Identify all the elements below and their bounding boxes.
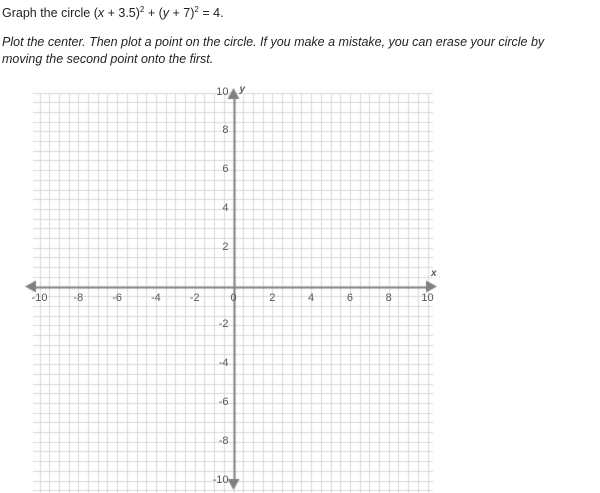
y-axis-tick-label: 2 [222,240,229,253]
x-axis-tick-label: 4 [308,291,315,304]
axes-with-arrows [0,82,600,493]
y-axis-tick-label: 6 [222,163,229,176]
y-axis-tick-label: 8 [222,124,229,137]
y-axis-tick-label: -4 [218,357,229,370]
y-axis-tick-label: -2 [218,318,229,331]
equation-part-2: + 7) [169,6,195,20]
x-axis-tick-label: 8 [385,291,392,304]
exponent-2: 2 [194,4,199,14]
x-axis-tick-label: 2 [269,291,276,304]
x-axis-tick-label: 0 [230,291,237,304]
x-axis-tick-label: -6 [112,291,122,304]
y-axis-tick-label: -8 [218,434,229,447]
problem-prefix: Graph the circle ( [2,6,98,20]
x-axis-tick-label: -4 [151,291,161,304]
equation-variable-y: y [162,6,170,20]
x-axis-tick-label: 10 [421,291,434,304]
x-axis-tick-label: -10 [31,291,48,304]
equation-suffix: = 4. [198,6,224,20]
instruction-text: Plot the center. Then plot a point on the circle. If you make a mistake, you can erase your circle by moving the second point onto the first. [2,35,545,66]
y-axis-tick-label: -6 [218,395,229,408]
x-axis-name-label: x [431,267,437,279]
problem-prompt [2,0,598,68]
equation-part-1: + 3.5) [104,6,140,20]
y-axis-name-label: y [239,84,246,95]
equation-variable-x: x [97,6,105,20]
exponent-1: 2 [139,4,145,14]
y-axis-tick-label: -10 [212,473,229,486]
x-axis-tick-label: 6 [346,291,353,304]
y-axis-tick-label: 4 [222,201,229,214]
x-axis-tick-label: -8 [73,291,84,304]
problem-statement [2,0,598,22]
y-axis-tick-label: 10 [216,85,229,98]
coordinate-grid[interactable] [0,82,600,493]
equation-middle: + ( [144,6,163,20]
x-axis-tick-label: -2 [189,291,200,304]
